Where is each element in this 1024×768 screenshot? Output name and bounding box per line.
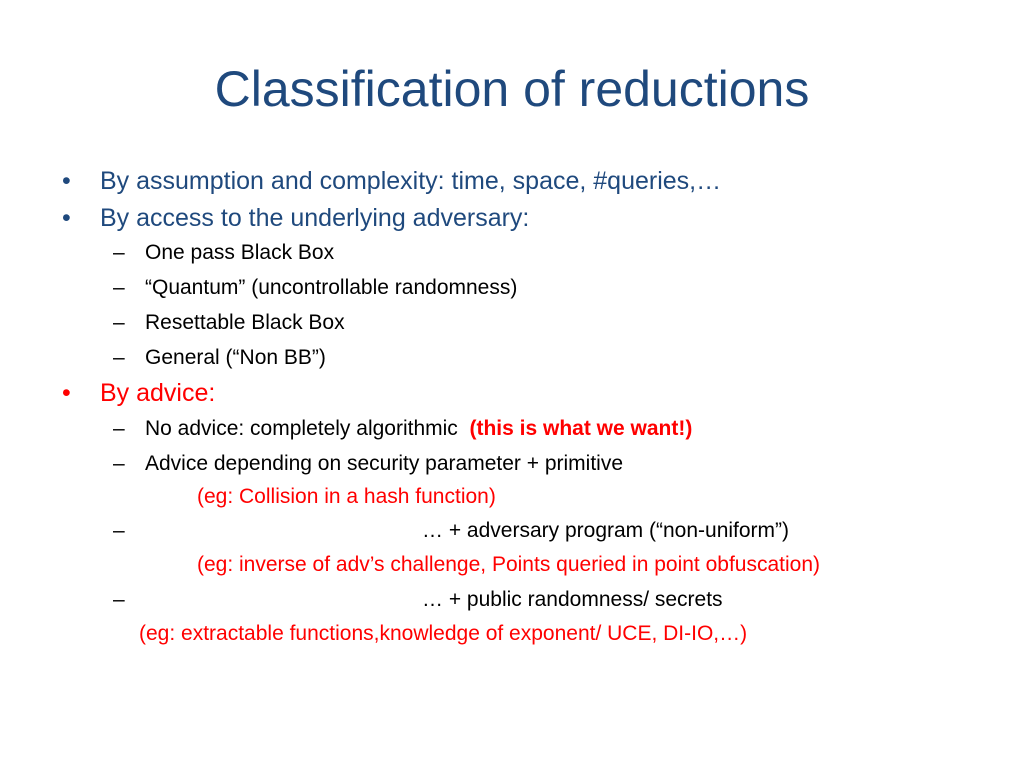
example-inverse-challenge: (eg: inverse of adv’s challenge, Points queried in point obfuscation) [197,553,820,576]
sub-item-resettable-black-box: Resettable Black Box [145,311,345,334]
bullet-marker: • [62,204,71,232]
bullet-by-advice: By advice: [100,379,216,407]
sub-item-quantum: “Quantum” (uncontrollable randomness) [145,276,518,299]
sub-item-advice-security-parameter: Advice depending on security parameter + primitive [145,452,623,475]
bullet-access-adversary: By access to the underlying adversary: [100,204,530,232]
dash-marker: – [113,519,125,542]
sub-item-one-pass-black-box: One pass Black Box [145,241,335,264]
dash-marker: – [113,276,125,299]
dash-marker: – [113,241,125,264]
example-collision-hash: (eg: Collision in a hash function) [197,485,496,508]
dash-marker: – [113,311,125,334]
emphasis-what-we-want: (this is what we want!) [469,417,693,440]
sub-item-public-randomness: … + public randomness/ secrets [422,588,723,611]
sub-item-general-non-bb: General (“Non BB”) [145,346,326,369]
bullet-marker: • [62,167,71,195]
bullet-assumption-complexity: By assumption and complexity: time, space, #queries,… [100,167,722,195]
dash-marker: – [113,417,125,440]
dash-marker: – [113,452,125,475]
no-advice-text: No advice: completely algorithmic [145,417,458,440]
slide-title: Classification of reductions [214,61,810,117]
example-extractable-functions: (eg: extractable functions,knowledge of exponent/ UCE, DI-IO,…) [139,622,748,645]
sub-item-adversary-program: … + adversary program (“non-uniform”) [422,519,790,542]
dash-marker: – [113,346,125,369]
sub-item-no-advice [145,416,692,441]
bullet-marker: • [62,379,71,407]
dash-marker: – [113,588,125,611]
